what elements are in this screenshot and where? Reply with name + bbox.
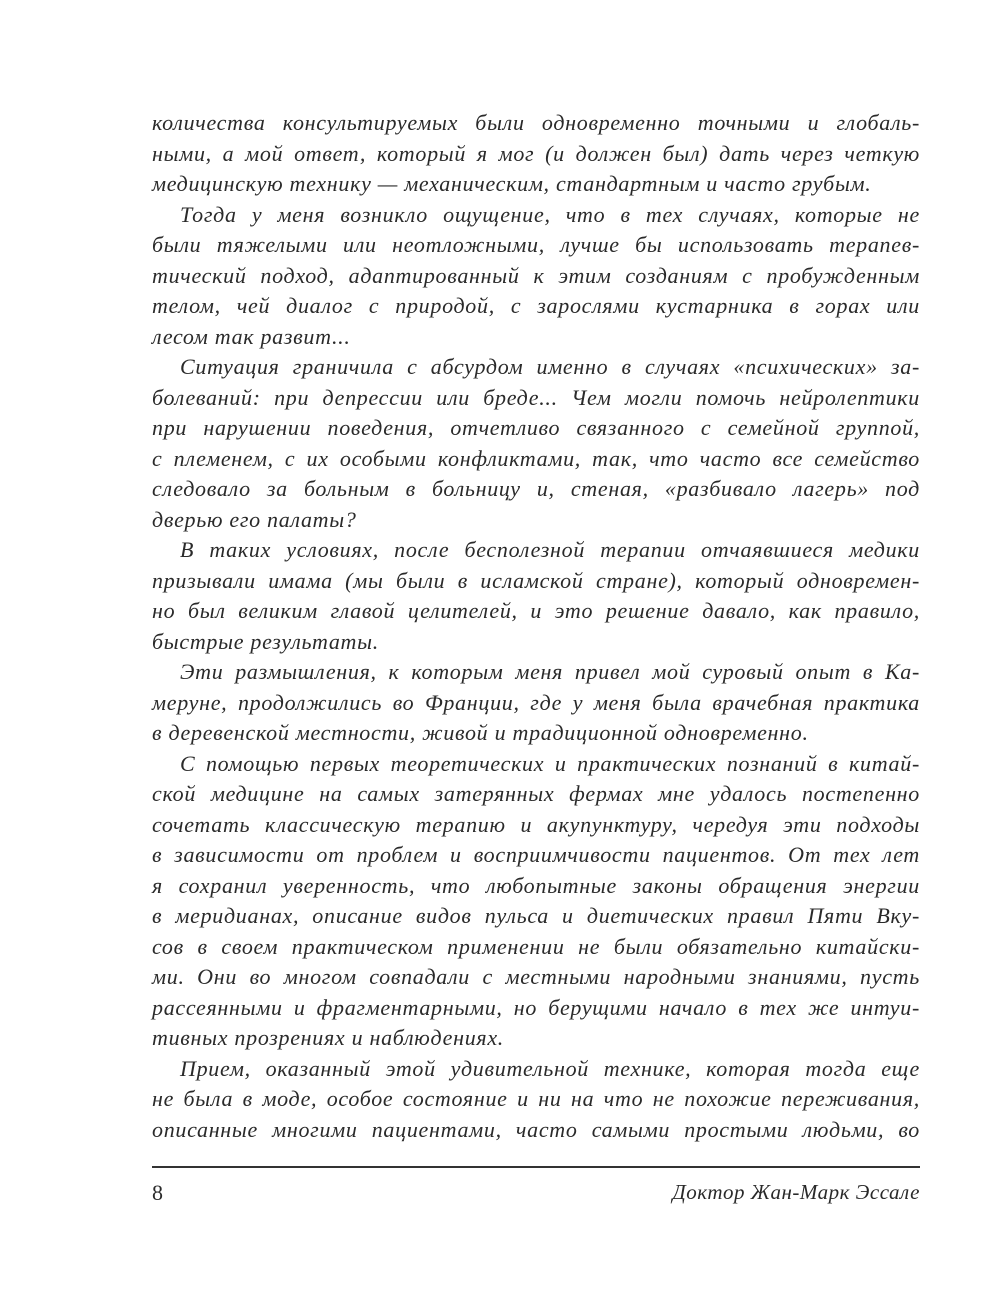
text-line: болеваний: при депрессии или бреде... Чем могли помочь нейролептики xyxy=(152,384,920,410)
text-line: не была в моде, особое состояние и ни на что не похожие переживания, xyxy=(152,1086,920,1111)
text-line: телом, чей диалог с природой, с зарослями кустарника в горах или xyxy=(152,293,920,318)
text-line: Эти размышления, к которым меня привел мой суровый опыт в Ка- xyxy=(180,659,920,684)
text-line: сов в своем практическом применении не были обязательно китайски- xyxy=(152,933,920,959)
text-line: В таких условиях, после бесполезной терапии отчаявшиеся медики xyxy=(180,537,920,562)
page-number: 8 xyxy=(152,1180,163,1205)
text-line: Ситуация граничила с абсурдом именно в случаях «психических» за- xyxy=(180,354,920,379)
text-line: в меридианах, описание видов пульса и диетических правил Пяти Вку- xyxy=(152,903,920,928)
text-line: при нарушении поведения, отчетливо связанного с семейной группой, xyxy=(152,415,920,440)
text-line: медицинскую технику — механическим, стандартным и часто грубым. xyxy=(152,171,872,196)
text-line: лесом так развит... xyxy=(152,323,351,349)
text-line: тивных прозрениях и наблюдениях. xyxy=(152,1025,504,1050)
text-line: в деревенской местности, живой и традиционной одновременно. xyxy=(152,720,809,745)
text-line: количества консультируемых были одновременно точными и глобаль- xyxy=(152,110,920,135)
body-text xyxy=(152,108,920,1145)
text-line: сочетать классическую терапию и акупунктуру, чередуя эти подходы xyxy=(152,811,920,837)
text-line: но был великим главой целителей, и это решение давало, как правило, xyxy=(152,598,920,623)
text-line: были тяжелыми или неотложными, лучше бы использовать терапев- xyxy=(152,232,920,257)
text-line: тический подход, адаптированный к этим созданиям с пробужденным xyxy=(152,262,920,288)
text-line: я сохранил уверенность, что любопытные законы обращения энергии xyxy=(152,872,920,898)
text-line: Прием, оказанный этой удивительной технике, которая тогда еще xyxy=(180,1055,920,1081)
text-line: ской медицине на самых затерянных фермах мне удалось постепенно xyxy=(152,781,920,806)
text-line: Тогда у меня возникло ощущение, что в тех случаях, которые не xyxy=(180,201,920,227)
text-line: ми. Они во многом совпадали с местными народными знаниями, пусть xyxy=(152,964,920,989)
text-line: рассеянными и фрагментарными, но берущими начало в тех же интуи- xyxy=(152,994,920,1020)
text-line: меруне, продолжились во Франции, где у меня была врачебная практика xyxy=(152,689,920,715)
text-line: следовало за больным в больницу и, стеная, «разбивало лагерь» под xyxy=(152,476,920,501)
text-line: ными, а мой ответ, который я мог (и должен был) дать через четкую xyxy=(152,140,920,166)
running-footer-author: Доктор Жан-Марк Эссале xyxy=(672,1180,920,1204)
text-line: С помощью первых теоретических и практических познаний в китай- xyxy=(180,750,920,776)
text-line: описанные многими пациентами, часто самыми простыми людьми, во xyxy=(152,1116,920,1142)
footer-rule xyxy=(152,1166,920,1168)
text-line: дверью его палаты? xyxy=(152,506,357,532)
text-line: с племенем, с их особыми конфликтами, так, что часто все семейство xyxy=(152,445,920,471)
text-line: быстрые результаты. xyxy=(152,628,379,654)
text-line: призывали имама (мы были в исламской стране), который одновремен- xyxy=(152,567,920,593)
text-line: в зависимости от проблем и восприимчивости пациентов. От тех лет xyxy=(152,842,920,867)
